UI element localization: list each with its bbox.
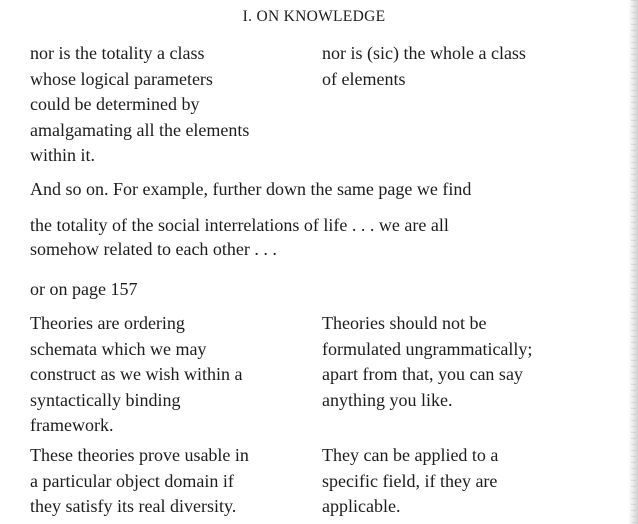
comparison-block-3 (30, 443, 620, 523)
text-line: These theories prove usable in (30, 445, 249, 465)
text-line: schemata which we may (30, 338, 207, 359)
translation-column (322, 443, 618, 520)
text-line: framework. (30, 415, 114, 435)
text-line: the totality of the social interrelations of life . . . we are all (30, 215, 449, 235)
text-line: Theories are ordering (30, 313, 185, 333)
text-line: of elements (322, 68, 406, 89)
original-text-column (30, 311, 316, 439)
text-line: nor is (sic) the whole a class (322, 43, 526, 63)
comparison-block-1 (30, 41, 620, 171)
text-line: formulated ungrammatically; (322, 338, 533, 359)
text-line: amalgamating all the elements (30, 119, 250, 140)
text-line: construct as we wish within a (30, 364, 243, 384)
text-line: And so on. For example, further down the same page we find (30, 179, 472, 199)
original-text-column (30, 443, 316, 520)
text-line: nor is the totality a class (30, 43, 205, 63)
comparison-block-2 (30, 311, 620, 443)
text-line: applicable. (322, 496, 401, 516)
text-line: or on page 157 (30, 279, 138, 299)
text-line: they satisfy its real diversity. (30, 496, 237, 516)
original-text-column (30, 41, 316, 169)
translation-column (322, 311, 618, 413)
text-line: whose logical parameters (30, 68, 213, 89)
body-paragraph (30, 177, 620, 201)
text-line: syntactically binding (30, 389, 181, 410)
text-line: a particular object domain if (30, 470, 234, 491)
body-paragraph (30, 277, 620, 301)
text-line: within it. (30, 145, 96, 165)
translation-column (322, 41, 618, 92)
text-line: Theories should not be (322, 313, 487, 333)
page-edge (628, 0, 638, 524)
quoted-paragraph (30, 213, 620, 261)
running-header: I. ON KNOWLEDGE (242, 8, 386, 25)
text-line: specific field, if they are (322, 470, 498, 491)
text-line: They can be applied to a (322, 445, 499, 465)
text-line: apart from that, you can say (322, 364, 523, 384)
text-line: somehow related to each other . . . (30, 239, 277, 259)
text-line: anything you like. (322, 389, 453, 410)
text-line: could be determined by (30, 94, 200, 114)
